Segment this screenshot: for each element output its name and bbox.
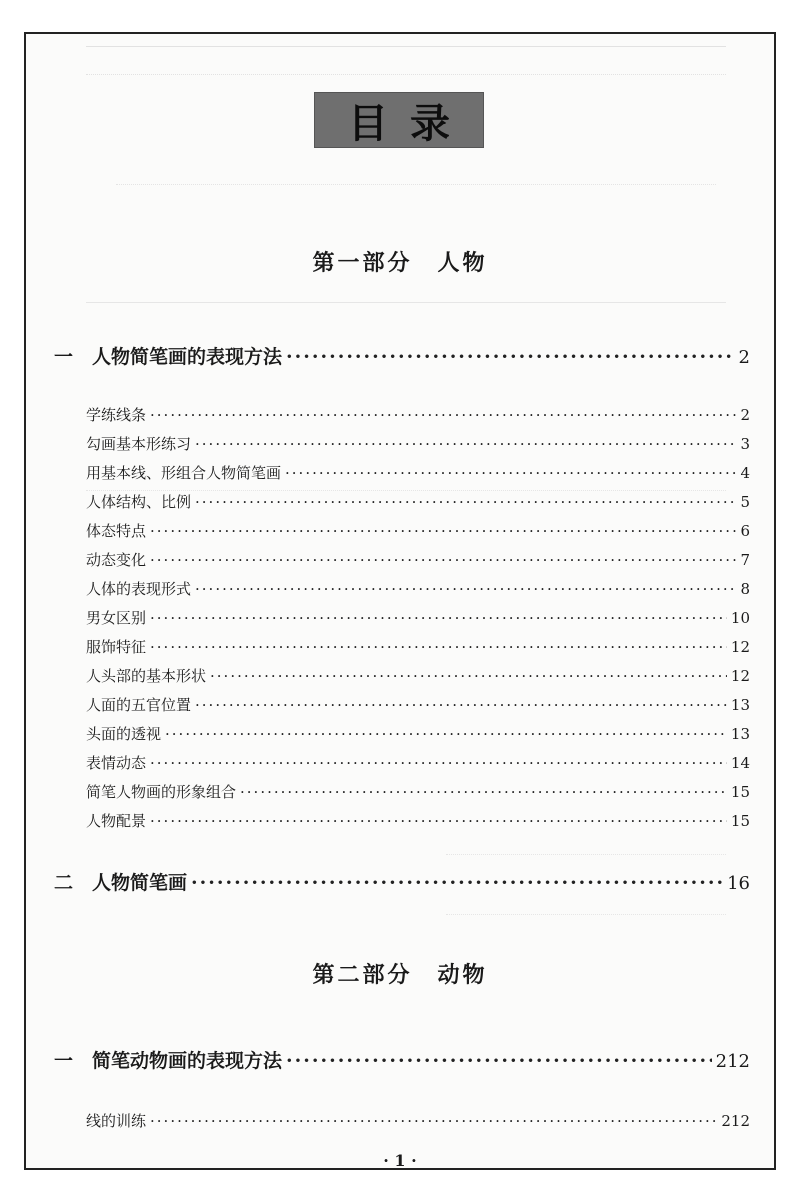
section-title: 勾画基本形练习 [86,435,192,453]
page-number: 15 [730,783,750,801]
chapter-number: 一 [54,1050,74,1072]
page-number: 15 [730,812,750,830]
toc-section[interactable] [86,578,750,599]
page-number: 12 [730,638,750,656]
section-title: 人面的五官位置 [86,696,192,714]
page-number: 8 [740,580,750,598]
toc-section[interactable] [86,462,750,483]
section-title: 人头部的基本形状 [86,667,207,685]
leader-dots [150,638,727,656]
leader-dots [286,1050,712,1072]
section-title: 人体结构、比例 [86,493,192,511]
toc-section[interactable] [86,1110,750,1131]
page-number: 5 [740,493,750,511]
toc-section[interactable] [86,520,750,541]
leader-dots [150,1112,717,1130]
leader-dots [195,696,727,714]
toc-chapter[interactable] [54,342,750,369]
toc-section[interactable] [86,433,750,454]
section-title: 体态特点 [86,522,147,540]
part-heading-2: 第二部分 动物 [312,962,488,988]
section-title: 头面的透视 [86,725,162,743]
toc-chapter[interactable] [54,868,750,895]
chapter-title: 人物简笔画的表现方法 [92,346,283,368]
section-title: 学练线条 [86,406,147,424]
bleed-through-line [116,184,716,185]
section-title: 表情动态 [86,754,147,772]
page-number: 2 [738,347,750,368]
page-number: 13 [730,725,750,743]
leader-dots [240,783,727,801]
page-number: 4 [740,464,750,482]
page-number: 3 [740,435,750,453]
toc-section[interactable] [86,491,750,512]
toc-section[interactable] [86,549,750,570]
toc-section[interactable] [86,636,750,657]
page-number: 2 [740,406,750,424]
page-footer [26,1151,774,1170]
section-title: 男女区别 [86,609,147,627]
bleed-through-line [446,854,726,855]
leader-dots [165,725,727,743]
leader-dots [286,346,735,368]
page-title: 目录 [314,92,484,148]
leader-dots [195,580,736,598]
leader-dots [150,551,736,569]
page-number: 14 [730,754,750,772]
footer-page-number: · 1 · [377,1151,422,1170]
page-number: 212 [721,1112,750,1130]
section-title: 简笔人物画的形象组合 [86,783,237,801]
page-number: 13 [730,696,750,714]
toc-section[interactable] [86,694,750,715]
page-number: 212 [715,1051,750,1072]
toc-section[interactable] [86,607,750,628]
leader-dots [150,406,736,424]
chapter-number: 一 [54,346,74,368]
leader-dots [210,667,727,685]
leader-dots [150,609,727,627]
page-number: 10 [730,609,750,627]
leader-dots [150,812,727,830]
page-number: 12 [730,667,750,685]
toc-section[interactable] [86,723,750,744]
section-title: 动态变化 [86,551,147,569]
toc-section[interactable] [86,665,750,686]
bleed-through-line [446,914,726,915]
section-title: 人体的表现形式 [86,580,192,598]
toc-section[interactable] [86,810,750,831]
leader-dots [150,522,736,540]
page-number: 7 [740,551,750,569]
bleed-through-line [86,302,726,303]
chapter-number: 二 [54,872,74,894]
page-number: 16 [727,873,750,894]
leader-dots [195,493,736,511]
leader-dots [285,464,736,482]
section-title: 线的训练 [86,1112,147,1130]
chapter-title: 简笔动物画的表现方法 [92,1050,283,1072]
chapter-title: 人物简笔画 [92,872,188,894]
toc-chapter[interactable] [54,1046,750,1073]
section-title: 服饰特征 [86,638,147,656]
part-heading-1: 第一部分 人物 [312,250,488,276]
toc-section[interactable] [86,752,750,773]
bleed-through-line [86,46,726,47]
toc-page [24,32,776,1170]
leader-dots [195,435,736,453]
section-title: 人物配景 [86,812,147,830]
toc-section[interactable] [86,781,750,802]
page-number: 6 [740,522,750,540]
leader-dots [191,872,723,894]
toc-section[interactable] [86,404,750,425]
leader-dots [150,754,727,772]
section-title: 用基本线、形组合人物简笔画 [86,464,282,482]
bleed-through-line [86,74,726,75]
